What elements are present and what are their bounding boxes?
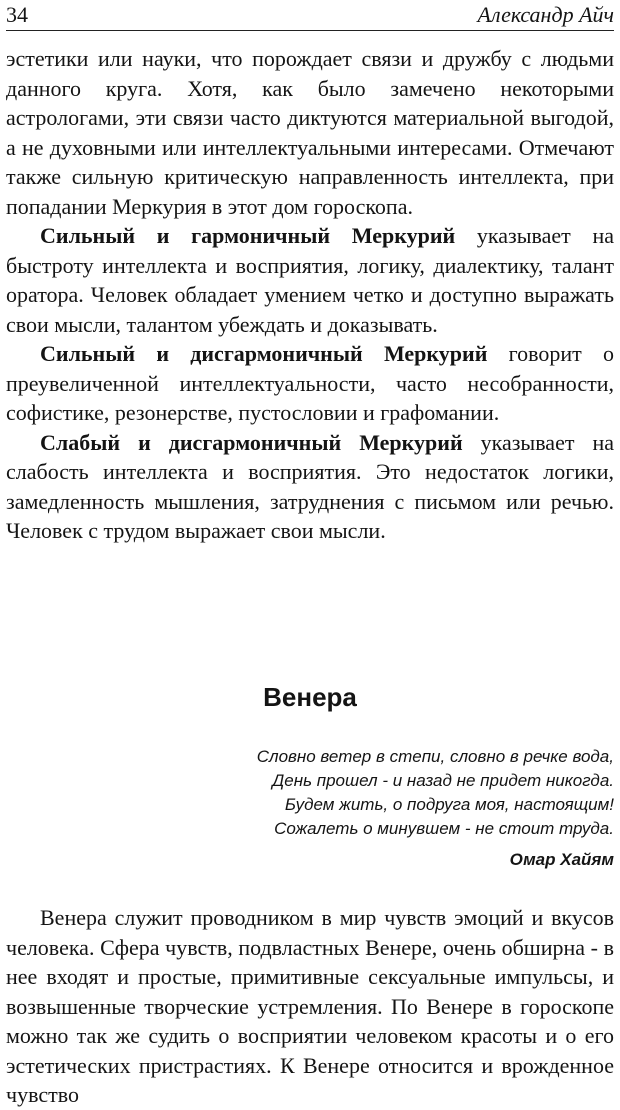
term-weak-disharmonious: Слабый и дисгармоничный Меркурий (40, 429, 463, 455)
epigraph-line: Словно ветер в степи, словно в речке вода, (256, 747, 614, 766)
paragraph-text: указывает на слабость интеллекта и восприятия. Это недостаток логики, замедленность мышления, затруднения с письмом или речью. Человек с трудом выражает свои мысли. (6, 429, 614, 543)
paragraph-venus-intro: Венера служит проводником в мир чувств эмоций и вкусов человека. Сфера чувств, подвластных Венере, очень обширна - в нее входят и простые, примитивные сексуальные импульсы, и возвышенные творческие устремления. По Венере в гороскопе можно так же судить о восприятии человеком красоты и о его эстетических пристрастиях. К Венере относится и врожденное чувство (6, 905, 614, 1107)
paragraph-weak-disharmonious (6, 428, 614, 546)
page-number: 34 (6, 2, 28, 27)
paragraph-text: указывает на быстроту интеллекта и восприятия, логику, диалектику, талант оратора. Человек обладает умением четко и доступно выражать свои мысли, талантом убеждать и доказывать. (6, 223, 615, 337)
paragraph-strong-disharmonious (6, 339, 614, 428)
epigraph-author: Омар Хайям (509, 850, 614, 869)
term-strong-disharmonious: Сильный и дисгармоничный Меркурий (40, 341, 488, 366)
paragraph-text: говорит о преувеличенной интеллектуальности, часто несобранности, софистике, резонерстве, пустословии и графомании. (6, 341, 614, 425)
epigraph-line: День прошел - и назад не придет никогда. (272, 771, 614, 790)
running-title: Александр Айч (477, 2, 614, 27)
epigraph-line: Сожалеть о минувшем - не стоит труда. (274, 819, 614, 838)
paragraph-strong-harmonious (6, 221, 614, 339)
page-header (6, 0, 614, 31)
paragraph-mercury-house: эстетики или науки, что порождает связи и дружбу с людьми данного круга. Хотя, как было замечено некоторыми астрологами, эти связи часто диктуются материальной выгодой, а не духовными или интеллектуальными интересами. Отмечают также сильную критическую направленность интеллекта, при попадании Меркурия в этот дом гороскопа. (6, 46, 614, 219)
epigraph-line: Будем жить, о подруга моя, настоящим! (284, 795, 614, 814)
section-heading-venus: Венера (263, 682, 357, 712)
venus-section-text (6, 903, 614, 1110)
mercury-section-text (6, 44, 614, 546)
term-strong-harmonious: Сильный и гармоничный Меркурий (40, 223, 456, 248)
epigraph (54, 745, 614, 841)
